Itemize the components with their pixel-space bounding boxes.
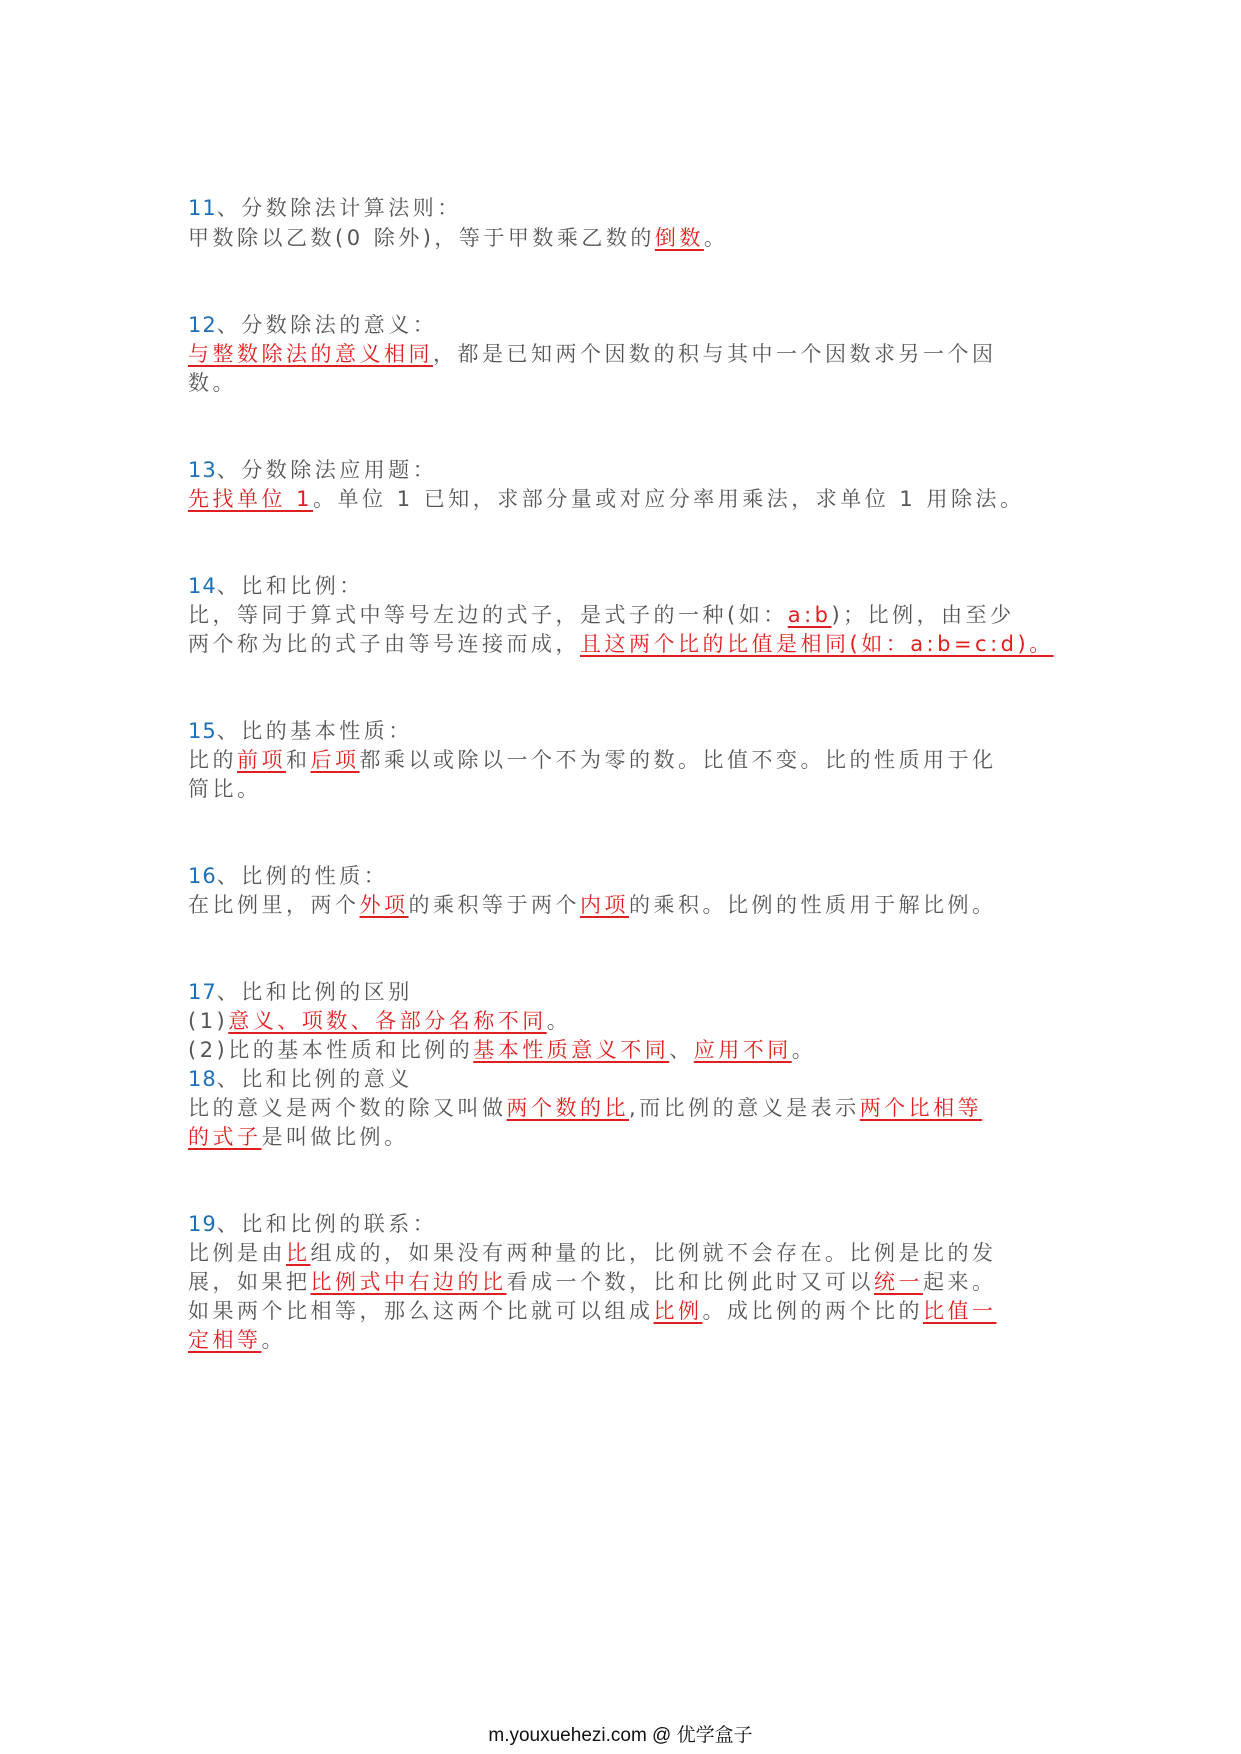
- footer-watermark: m.youxuehezi.com @ 优学盒子: [488, 1725, 753, 1746]
- text-run: 。单位 1 已知，求部分量或对应分率用乘法，求单位 1 用除法。: [313, 487, 1025, 511]
- text-run: 。: [791, 1038, 817, 1062]
- text-run: 都乘以或除以一个不为零的数。比值不变。比的性质用于化: [359, 748, 997, 772]
- section-11-title: [188, 192, 1068, 224]
- section-14-title: [188, 570, 1068, 602]
- key-term: 且这两个比的比值是相同(如：a:b=c:d)。: [580, 632, 1054, 656]
- section-heading: 、比和比例的联系：: [216, 1212, 438, 1236]
- section-13-line-1: [188, 483, 1068, 515]
- section-12-title: [188, 309, 1068, 341]
- section-17-line-2: [188, 1034, 1068, 1066]
- text-run: 展，如果把: [188, 1270, 311, 1294]
- section-14-line-2: [188, 628, 1068, 660]
- key-term: 统一: [874, 1270, 923, 1294]
- text-run: 比的: [188, 748, 237, 772]
- section-heading: 、分数除法的意义：: [216, 313, 438, 337]
- key-term: 基本性质意义不同: [473, 1038, 670, 1062]
- section-15-line-1: [188, 744, 1068, 776]
- section-11-line-1: [188, 222, 1068, 254]
- section-16-line-1: [188, 889, 1068, 921]
- section-18-title: [188, 1063, 1068, 1095]
- key-term: 应用不同: [693, 1038, 792, 1062]
- section-heading: 、比和比例的区别: [216, 980, 413, 1004]
- section-19-line-1: [188, 1237, 1068, 1269]
- key-term: 与整数除法的意义相同: [188, 342, 433, 366]
- text-run: 的乘积。比例的性质用于解比例。: [629, 893, 997, 917]
- section-18-line-2: [188, 1121, 1068, 1153]
- text-run: 数。: [188, 371, 237, 395]
- key-term: 内项: [580, 893, 629, 917]
- key-term: 先找单位 1: [188, 487, 314, 511]
- section-heading: 、比的基本性质：: [216, 719, 413, 743]
- key-term: 比例: [653, 1299, 703, 1323]
- section-number: 16: [188, 864, 217, 888]
- section-17-title: [188, 976, 1068, 1008]
- key-term: 外项: [359, 893, 409, 917]
- section-heading: 、分数除法计算法则：: [216, 196, 462, 220]
- text-run: 是叫做比例。: [261, 1125, 409, 1149]
- section-15-title: [188, 715, 1068, 747]
- text-run: 的乘积等于两个: [408, 893, 580, 917]
- text-run: 。: [546, 1009, 572, 1033]
- section-number: 12: [188, 313, 217, 337]
- section-12-line-2: [188, 367, 1068, 399]
- text-run: 在比例里，两个: [188, 893, 360, 917]
- section-heading: 、比例的性质：: [216, 864, 389, 888]
- text-run: 。: [261, 1328, 286, 1352]
- text-run: 。: [703, 226, 729, 250]
- key-term: 倒数: [654, 226, 704, 250]
- section-18-line-1: [188, 1092, 1068, 1124]
- text-run: 、: [669, 1038, 694, 1062]
- key-term: 意义、项数、各部分名称不同: [228, 1009, 547, 1033]
- section-19-line-2: [188, 1266, 1068, 1298]
- key-term: 比: [286, 1241, 311, 1265]
- section-17-line-1: [188, 1005, 1068, 1037]
- key-term: 的式子: [188, 1125, 262, 1149]
- section-15-line-2: [188, 773, 1068, 805]
- section-heading: 、分数除法应用题：: [216, 458, 438, 482]
- text-run: 看成一个数，比和比例此时又可以: [506, 1270, 874, 1294]
- text-run: 比的意义是两个数的除又叫做: [188, 1096, 507, 1120]
- section-number: 17: [188, 980, 217, 1004]
- text-run: 如果两个比相等，那么这两个比就可以组成: [188, 1299, 654, 1323]
- section-19-title: [188, 1208, 1068, 1240]
- text-run: 比例是由: [188, 1241, 286, 1265]
- section-heading: 、比和比例的意义: [216, 1067, 413, 1091]
- text-run: 组成的，如果没有两种量的比，比例就不会存在。比例是比的发: [310, 1241, 997, 1265]
- text-run: 两个称为比的式子由等号连接而成，: [188, 632, 580, 656]
- key-term: 两个比相等: [859, 1096, 983, 1120]
- text-run: 起来。: [923, 1270, 997, 1294]
- key-term: 比值一: [923, 1299, 997, 1323]
- text-run: (1): [188, 1009, 229, 1033]
- section-number: 14: [188, 574, 217, 598]
- section-number: 19: [188, 1212, 217, 1236]
- key-term: 比例式中右边的比: [310, 1270, 507, 1294]
- section-number: 11: [188, 196, 217, 220]
- key-term: 前项: [237, 748, 286, 772]
- section-number: 18: [188, 1067, 217, 1091]
- section-12-line-1: [188, 338, 1068, 370]
- section-19-line-3: [188, 1295, 1068, 1327]
- text-run: (2)比的基本性质和比例的: [188, 1038, 474, 1062]
- section-13-title: [188, 454, 1068, 486]
- section-14-line-1: [188, 599, 1068, 631]
- section-16-title: [188, 860, 1068, 892]
- key-term: 定相等: [188, 1328, 262, 1352]
- key-term: a:b: [787, 603, 832, 627]
- text-run: 简比。: [188, 777, 262, 801]
- text-run: 和: [286, 748, 311, 772]
- text-run: 比，等同于算式中等号左边的式子，是式子的一种(如：: [188, 603, 788, 627]
- key-term: 后项: [310, 748, 360, 772]
- text-run: 甲数除以乙数(0 除外)，等于甲数乘乙数的: [188, 226, 655, 250]
- key-term: 两个数的比: [506, 1096, 629, 1120]
- text-run: ,而比例的意义是表示: [629, 1096, 860, 1120]
- text-run: 。成比例的两个比的: [702, 1299, 923, 1323]
- section-heading: 、比和比例：: [216, 574, 364, 598]
- text-run: )；比例，由至少: [831, 603, 1015, 627]
- section-19-line-4: [188, 1324, 1068, 1356]
- section-number: 13: [188, 458, 217, 482]
- section-number: 15: [188, 719, 217, 743]
- text-run: ，都是已知两个因数的积与其中一个因数求另一个因: [433, 342, 997, 366]
